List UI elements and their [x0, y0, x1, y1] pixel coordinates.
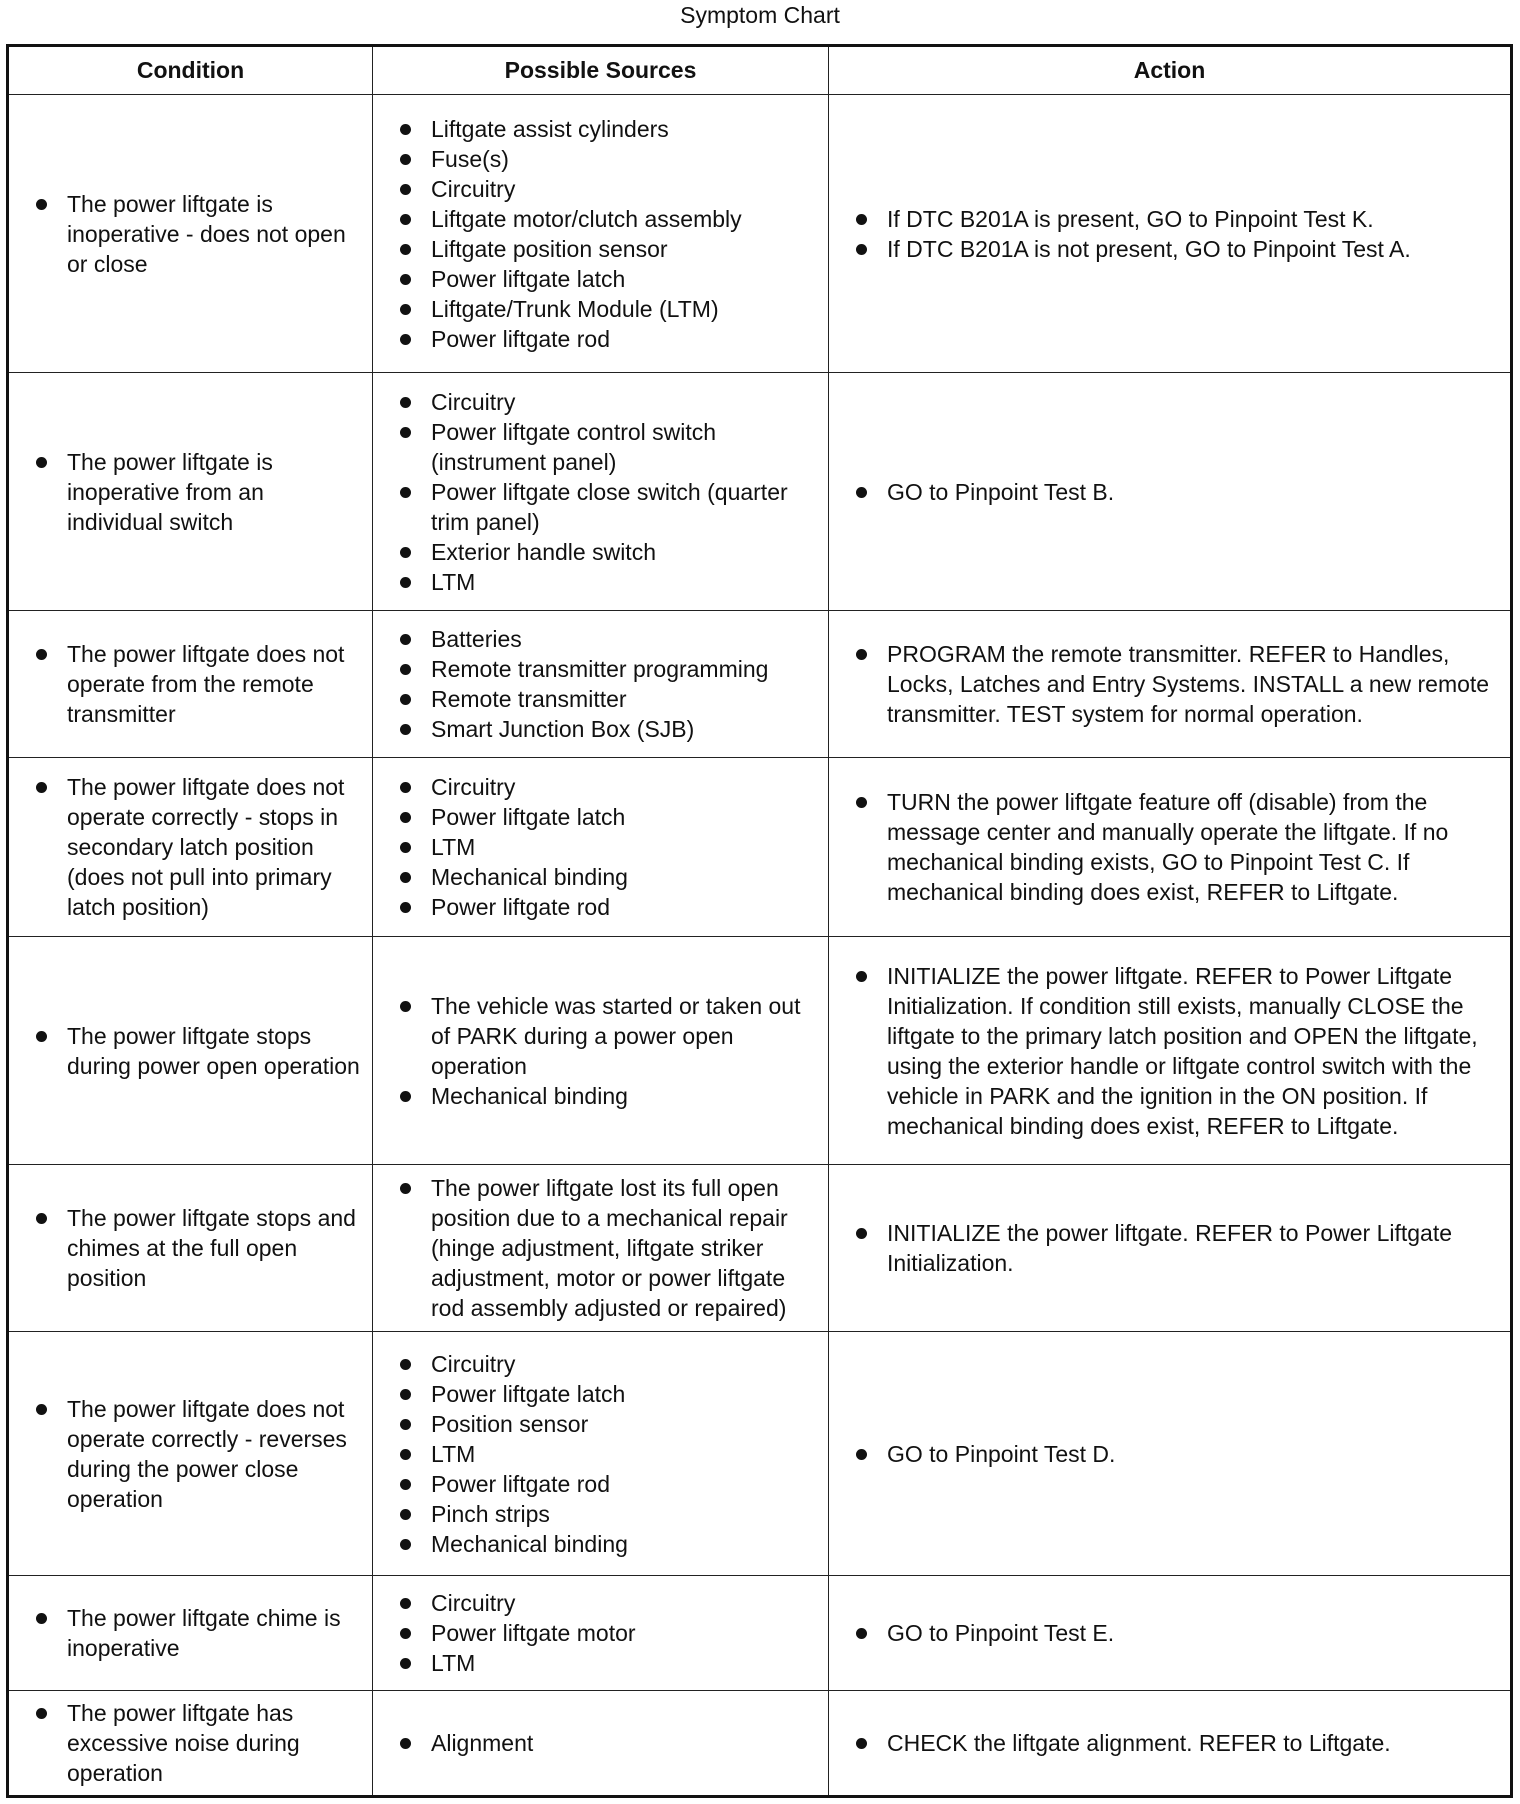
bullet-list [829, 639, 1510, 729]
bullet-item: Remote transmitter programming [373, 654, 828, 684]
sources-cell [373, 1691, 829, 1797]
bullet-item: If DTC B201A is not present, GO to Pinpoint Test A. [829, 234, 1510, 264]
header-possible-sources: Possible Sources [373, 46, 829, 95]
table-row [8, 1691, 1512, 1797]
header-row [8, 46, 1512, 95]
bullet-item: Liftgate position sensor [373, 234, 828, 264]
condition-cell [8, 1691, 373, 1797]
bullet-list [829, 204, 1510, 264]
bullet-item: Remote transmitter [373, 684, 828, 714]
bullet-item: GO to Pinpoint Test B. [829, 477, 1510, 507]
sources-cell [373, 1332, 829, 1576]
condition-cell [8, 610, 373, 757]
bullet-item: TURN the power liftgate feature off (disable) from the message center and manually operate the liftgate. If no mechanical binding exists, GO to Pinpoint Test C. If mechanical binding does exist, REFER to Liftgate. [829, 787, 1510, 907]
bullet-item: Position sensor [373, 1409, 828, 1439]
bullet-item: The power liftgate has excessive noise during operation [9, 1698, 372, 1788]
bullet-list [829, 787, 1510, 907]
condition-cell [8, 1165, 373, 1332]
bullet-item: The power liftgate stops and chimes at the full open position [9, 1203, 372, 1293]
sources-cell [373, 758, 829, 937]
action-cell [829, 610, 1512, 757]
bullet-item: INITIALIZE the power liftgate. REFER to Power Liftgate Initialization. If condition still exists, manually CLOSE the liftgate to the primary latch position and OPEN the liftgate, using the exterior handle or liftgate control switch with the vehicle in PARK and the ignition in the ON position. If mechanical binding does exist, REFER to Liftgate. [829, 961, 1510, 1141]
bullet-list [373, 387, 828, 597]
action-cell [829, 937, 1512, 1165]
bullet-list [829, 1618, 1510, 1648]
table-row [8, 1576, 1512, 1691]
bullet-list [9, 189, 372, 279]
bullet-list [373, 624, 828, 744]
bullet-item: Mechanical binding [373, 1081, 828, 1111]
table-row [8, 1332, 1512, 1576]
chart-title: Symptom Chart [680, 2, 840, 28]
bullet-list [9, 1021, 372, 1081]
bullet-item: PROGRAM the remote transmitter. REFER to Handles, Locks, Latches and Entry Systems. INSTALL a new remote transmitter. TEST system for normal operation. [829, 639, 1510, 729]
table-row [8, 610, 1512, 757]
bullet-item: Power liftgate motor [373, 1618, 828, 1648]
bullet-item: Mechanical binding [373, 862, 828, 892]
bullet-list [373, 114, 828, 354]
action-cell [829, 758, 1512, 937]
sources-cell [373, 610, 829, 757]
header-action: Action [829, 46, 1512, 95]
bullet-item: Power liftgate rod [373, 1469, 828, 1499]
bullet-list [9, 447, 372, 537]
bullet-item: Circuitry [373, 387, 828, 417]
sources-cell [373, 1576, 829, 1691]
table-row [8, 937, 1512, 1165]
condition-cell [8, 95, 373, 373]
table-row [8, 1165, 1512, 1332]
action-cell [829, 1165, 1512, 1332]
header-condition: Condition [8, 46, 373, 95]
bullet-item: GO to Pinpoint Test D. [829, 1439, 1510, 1469]
action-cell [829, 373, 1512, 611]
action-cell [829, 1691, 1512, 1797]
condition-cell [8, 373, 373, 611]
bullet-item: Power liftgate latch [373, 1379, 828, 1409]
action-cell [829, 95, 1512, 373]
bullet-list [373, 1728, 828, 1758]
bullet-item: Power liftgate latch [373, 264, 828, 294]
bullet-list [829, 1439, 1510, 1469]
table-row [8, 95, 1512, 373]
bullet-item: Fuse(s) [373, 144, 828, 174]
bullet-item: The power liftgate is inoperative from an individual switch [9, 447, 372, 537]
bullet-item: The vehicle was started or taken out of PARK during a power open operation [373, 991, 828, 1081]
bullet-item: Liftgate motor/clutch assembly [373, 204, 828, 234]
bullet-list [9, 639, 372, 729]
bullet-list [9, 1394, 372, 1514]
bullet-list [373, 1588, 828, 1678]
sources-cell [373, 95, 829, 373]
bullet-list [829, 961, 1510, 1141]
bullet-item: The power liftgate does not operate correctly - reverses during the power close operation [9, 1394, 372, 1514]
bullet-item: Circuitry [373, 1588, 828, 1618]
bullet-item: The power liftgate is inoperative - does not open or close [9, 189, 372, 279]
table-row [8, 373, 1512, 611]
bullet-item: The power liftgate does not operate from the remote transmitter [9, 639, 372, 729]
bullet-item: LTM [373, 1439, 828, 1469]
sources-cell [373, 1165, 829, 1332]
bullet-list [829, 1218, 1510, 1278]
bullet-item: Alignment [373, 1728, 828, 1758]
bullet-item: Power liftgate rod [373, 324, 828, 354]
table-body [8, 95, 1512, 1797]
bullet-item: Liftgate assist cylinders [373, 114, 828, 144]
bullet-item: LTM [373, 567, 828, 597]
bullet-item: INITIALIZE the power liftgate. REFER to Power Liftgate Initialization. [829, 1218, 1510, 1278]
bullet-item: If DTC B201A is present, GO to Pinpoint Test K. [829, 204, 1510, 234]
bullet-list [9, 1698, 372, 1788]
bullet-item: Power liftgate latch [373, 802, 828, 832]
bullet-item: Pinch strips [373, 1499, 828, 1529]
bullet-item: The power liftgate does not operate correctly - stops in secondary latch position (does not pull into primary latch position) [9, 772, 372, 922]
condition-cell [8, 1576, 373, 1691]
bullet-list [373, 1173, 828, 1323]
bullet-list [9, 772, 372, 922]
bullet-item: Liftgate/Trunk Module (LTM) [373, 294, 828, 324]
action-cell [829, 1576, 1512, 1691]
bullet-item: The power liftgate stops during power open operation [9, 1021, 372, 1081]
sources-cell [373, 373, 829, 611]
bullet-item: Power liftgate close switch (quarter trim panel) [373, 477, 828, 537]
bullet-item: Exterior handle switch [373, 537, 828, 567]
bullet-item: Smart Junction Box (SJB) [373, 714, 828, 744]
symptom-table [6, 44, 1513, 1798]
bullet-item: Circuitry [373, 772, 828, 802]
bullet-list [829, 1728, 1510, 1758]
sources-cell [373, 937, 829, 1165]
bullet-item: Batteries [373, 624, 828, 654]
bullet-item: LTM [373, 832, 828, 862]
bullet-item: Power liftgate rod [373, 892, 828, 922]
bullet-list [9, 1603, 372, 1663]
bullet-list [9, 1203, 372, 1293]
bullet-list [373, 991, 828, 1111]
bullet-item: Power liftgate control switch (instrument panel) [373, 417, 828, 477]
bullet-item: Circuitry [373, 1349, 828, 1379]
bullet-list [373, 772, 828, 922]
bullet-item: GO to Pinpoint Test E. [829, 1618, 1510, 1648]
condition-cell [8, 758, 373, 937]
bullet-list [373, 1349, 828, 1559]
bullet-item: Circuitry [373, 174, 828, 204]
condition-cell [8, 1332, 373, 1576]
bullet-item: Mechanical binding [373, 1529, 828, 1559]
table-row [8, 758, 1512, 937]
bullet-item: The power liftgate chime is inoperative [9, 1603, 372, 1663]
condition-cell [8, 937, 373, 1165]
bullet-item: LTM [373, 1648, 828, 1678]
action-cell [829, 1332, 1512, 1576]
bullet-item: CHECK the liftgate alignment. REFER to Liftgate. [829, 1728, 1510, 1758]
bullet-list [829, 477, 1510, 507]
bullet-item: The power liftgate lost its full open position due to a mechanical repair (hinge adjustment, liftgate striker adjustment, motor or power liftgate rod assembly adjusted or repaired) [373, 1173, 828, 1323]
